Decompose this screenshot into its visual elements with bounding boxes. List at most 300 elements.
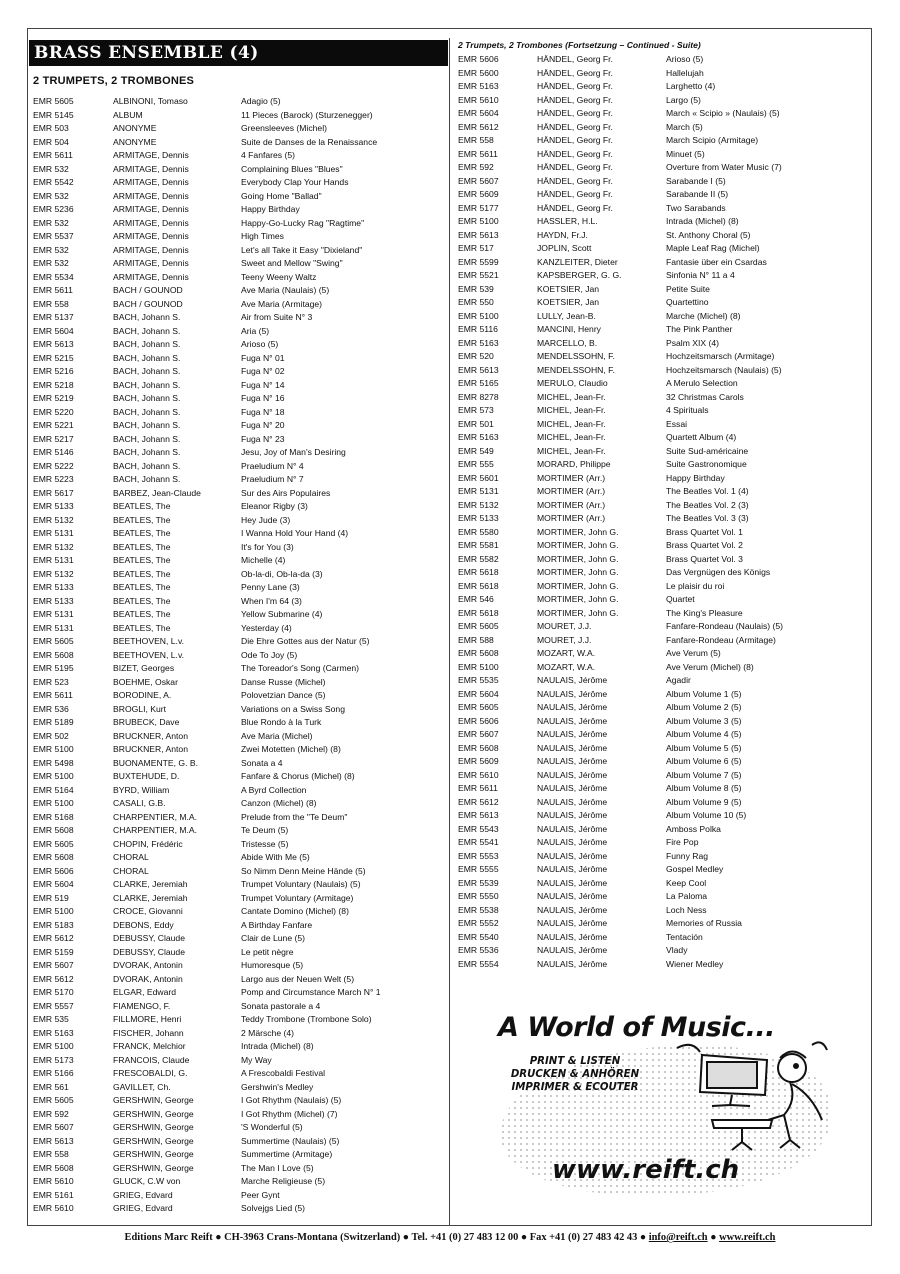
work-title: Brass Quartet Vol. 3 (666, 553, 743, 564)
catalog-number: EMR 592 (458, 162, 494, 172)
catalog-number: EMR 5133 (33, 595, 74, 606)
catalog-entry (458, 850, 868, 864)
catalog-number: EMR 5220 (33, 406, 74, 417)
catalog-number: EMR 5600 (458, 67, 499, 78)
work-title: It's for You (3) (241, 541, 294, 552)
composer-name: MORTIMER, John G. (537, 526, 619, 537)
work-title: Let's all Take it Easy "Dixieland" (241, 244, 363, 255)
composer-name: HÄNDEL, Georg Fr. (537, 81, 613, 91)
composer-name: BACH, Johann S. (113, 339, 181, 349)
catalog-entry (458, 620, 868, 634)
catalog-number: EMR 5163 (33, 1027, 74, 1038)
catalog-number: EMR 5145 (33, 109, 74, 120)
work-title: March « Scipio » (Naulais) (5) (666, 108, 780, 118)
work-title: Sweet and Mellow "Swing" (241, 258, 343, 268)
composer-name: BACH, Johann S. (113, 420, 181, 430)
catalog-number: EMR 5219 (33, 393, 74, 403)
catalog-entry (458, 607, 868, 621)
catalog-number: EMR 5605 (458, 621, 499, 631)
work-title: Hochzeitsmarsch (Armitage) (666, 351, 775, 361)
catalog-number: EMR 5133 (33, 582, 74, 592)
work-title: Summertime (Naulais) (5) (241, 1135, 340, 1146)
catalog-number: EMR 5613 (458, 810, 499, 820)
work-title: Yellow Submarine (4) (241, 609, 323, 619)
catalog-number: EMR 5609 (458, 756, 499, 766)
catalog-number: EMR 5132 (33, 514, 74, 525)
composer-name: BACH, Johann S. (113, 312, 181, 322)
catalog-number: EMR 539 (458, 283, 494, 294)
work-title: So Nimm Denn Meine Hände (5) (241, 865, 366, 876)
catalog-number: EMR 5217 (33, 433, 74, 444)
catalog-number: EMR 5100 (33, 771, 74, 781)
composer-name: MOURET, J.J. (537, 634, 592, 645)
work-title: Prelude from the "Te Deum" (241, 811, 348, 822)
composer-name: BARBEZ, Jean-Claude (113, 487, 201, 498)
catalog-number: EMR 523 (33, 676, 69, 687)
catalog-entry (33, 244, 445, 258)
work-title: Brass Quartet Vol. 2 (666, 540, 743, 550)
advertisement[interactable] (492, 1010, 842, 1195)
composer-name: FRANCOIS, Claude (113, 1054, 190, 1065)
work-title: Complaining Blues "Blues" (241, 163, 343, 174)
composer-name: MICHEL, Jean-Fr. (537, 445, 606, 456)
work-title: The Man I Love (5) (241, 1162, 314, 1173)
footer-address: Editions Marc Reift ● CH-3963 Crans-Montana (Switzerland) ● Tel. +41 (0) 27 483 12 00 ● Fax +41 (0) 27 483 42 43 ● (124, 1232, 649, 1243)
catalog-entry (33, 1202, 445, 1216)
catalog-number: EMR 5608 (33, 825, 74, 835)
work-title: Minuet (5) (666, 148, 705, 159)
work-title: Agadir (666, 675, 691, 685)
catalog-entry (33, 149, 445, 163)
catalog-number: EMR 5161 (33, 1189, 74, 1200)
composer-name: HÄNDEL, Georg Fr. (537, 175, 613, 186)
composer-name: HÄNDEL, Georg Fr. (537, 108, 613, 118)
catalog-entry (458, 715, 868, 729)
catalog-number: EMR 503 (33, 123, 69, 133)
work-title: The Toreador's Song (Carmen) (241, 663, 360, 673)
work-title: A Merulo Selection (666, 378, 738, 388)
work-title: 32 Christmas Carols (666, 391, 744, 402)
catalog-entry (33, 730, 445, 744)
work-title: Arioso (5) (666, 54, 704, 64)
catalog-number: EMR 5605 (33, 1095, 74, 1105)
work-title: Fire Pop (666, 837, 699, 847)
composer-name: BEATLES, The (113, 595, 171, 606)
catalog-number: EMR 5173 (33, 1054, 74, 1065)
catalog-number: EMR 5131 (33, 609, 74, 619)
composer-name: MICHEL, Jean-Fr. (537, 391, 606, 402)
catalog-number: EMR 558 (458, 135, 494, 145)
composer-name: NAULAIS, Jérôme (537, 756, 608, 766)
ad-taglines (500, 1055, 650, 1094)
catalog-number: EMR 5608 (33, 852, 74, 862)
catalog-entry (458, 296, 868, 310)
composer-name: DEBONS, Eddy (113, 919, 174, 930)
composer-name: BACH, Johann S. (113, 406, 181, 417)
catalog-entry (33, 190, 445, 204)
catalog-entry (458, 958, 868, 972)
composer-name: CHARPENTIER, M.A. (113, 825, 198, 835)
work-title: Memories of Russia (666, 918, 742, 928)
composer-name: NAULAIS, Jérôme (537, 742, 608, 753)
work-title: A Byrd Collection (241, 784, 307, 795)
work-title: Humoresque (5) (241, 960, 304, 970)
composer-name: FIAMENGO, F. (113, 1000, 171, 1011)
composer-name: MICHEL, Jean-Fr. (537, 432, 606, 442)
composer-name: CHORAL (113, 865, 149, 876)
composer-name: MOZART, W.A. (537, 648, 596, 658)
composer-name: ARMITAGE, Dennis (113, 231, 189, 241)
composer-name: FISCHER, Johann (113, 1027, 184, 1038)
catalog-entry (33, 932, 445, 946)
catalog-number: EMR 5611 (33, 285, 73, 295)
composer-name: DVORAK, Antonin (113, 960, 183, 970)
composer-name: BOEHME, Oskar (113, 676, 178, 687)
composer-name: GERSHWIN, George (113, 1095, 194, 1105)
composer-name: NAULAIS, Jérôme (537, 688, 608, 699)
work-title: Fuga N° 23 (241, 433, 285, 444)
catalog-entry (33, 122, 445, 136)
catalog-entry (458, 391, 868, 405)
catalog-entry (33, 500, 445, 514)
catalog-entry (33, 797, 445, 811)
catalog-number: EMR 5534 (33, 271, 74, 282)
catalog-entry (458, 499, 868, 513)
composer-name: BACH, Johann S. (113, 433, 181, 444)
composer-name: CHARPENTIER, M.A. (113, 811, 198, 822)
composer-name: GRIEG, Edvard (113, 1189, 173, 1200)
composer-name: NAULAIS, Jérôme (537, 729, 608, 739)
catalog-number: EMR 5553 (458, 850, 499, 861)
catalog-entry (33, 986, 445, 1000)
catalog-entry (33, 1148, 445, 1162)
catalog-entry (458, 553, 868, 567)
composer-name: BEATLES, The (113, 582, 171, 592)
work-title: Le plaisir du roi (666, 580, 725, 591)
catalog-entry (33, 662, 445, 676)
catalog-entry (33, 460, 445, 474)
ad-tagline-en: PRINT & LISTEN (529, 1056, 621, 1067)
composer-name: BACH, Johann S. (113, 379, 181, 390)
composer-name: MERULO, Claudio (537, 378, 608, 388)
work-title: Trumpet Voluntary (Armitage) (241, 892, 354, 903)
catalog-number: EMR 5539 (458, 877, 499, 888)
catalog-entry (33, 1135, 445, 1149)
catalog-entry (33, 689, 445, 703)
catalog-entry (458, 661, 868, 675)
catalog-number: EMR 520 (458, 351, 494, 361)
work-title: Album Volume 1 (5) (666, 688, 742, 699)
catalog-number: EMR 5618 (458, 567, 499, 577)
catalog-number: EMR 5610 (458, 94, 499, 105)
catalog-number: EMR 5612 (33, 973, 74, 984)
composer-name: ARMITAGE, Dennis (113, 204, 189, 214)
catalog-entry (33, 581, 445, 595)
catalog-entry (33, 1027, 445, 1041)
composer-name: NAULAIS, Jérôme (537, 931, 608, 942)
composer-name: NAULAIS, Jérôme (537, 958, 608, 969)
work-title: Hey Jude (3) (241, 514, 291, 525)
catalog-number: EMR 5613 (33, 1135, 74, 1146)
catalog-entry (33, 95, 445, 109)
composer-name: NAULAIS, Jérôme (537, 769, 608, 780)
catalog-entry (458, 742, 868, 756)
composer-name: MANCINI, Henry (537, 324, 601, 334)
catalog-entry (33, 203, 445, 217)
work-title: Two Sarabands (666, 202, 726, 213)
catalog-entry (33, 878, 445, 892)
catalog-number: EMR 5131 (458, 486, 499, 496)
catalog-number: EMR 5604 (33, 325, 74, 336)
catalog-entry (458, 701, 868, 715)
ad-website[interactable]: www.reift.ch (552, 1155, 740, 1185)
catalog-entry (458, 67, 868, 81)
catalog-entry (33, 757, 445, 771)
catalog-number: EMR 5131 (33, 555, 74, 565)
catalog-entry (458, 445, 868, 459)
work-title: Everybody Clap Your Hands (241, 177, 349, 187)
ad-tagline-fr: IMPRIMER & ECOUTER (511, 1082, 639, 1093)
instrumentation-title: 2 TRUMPETS, 2 TROMBONES (33, 75, 195, 87)
footer-web-link[interactable]: www.reift.ch (719, 1232, 776, 1243)
work-title: Sarabande II (5) (666, 189, 729, 199)
catalog-entry (458, 121, 868, 135)
catalog-entry (458, 364, 868, 378)
work-title: Summertime (Armitage) (241, 1149, 333, 1159)
catalog-number: EMR 5580 (458, 526, 499, 537)
work-title: Petite Suite (666, 283, 710, 294)
catalog-entry (33, 1013, 445, 1027)
catalog-entry (458, 904, 868, 918)
composer-name: MORTIMER, John G. (537, 580, 619, 591)
catalog-number: EMR 5163 (458, 432, 499, 442)
work-title: The Beatles Vol. 3 (3) (666, 513, 749, 523)
work-title: Album Volume 8 (5) (666, 783, 742, 793)
catalog-entry (458, 53, 868, 67)
catalog-entry (458, 148, 868, 162)
catalog-number: EMR 519 (33, 892, 69, 903)
catalog-number: EMR 5540 (458, 931, 499, 942)
catalog-number: EMR 5521 (458, 270, 499, 280)
work-title: Danse Russe (Michel) (241, 676, 326, 687)
catalog-number: EMR 5216 (33, 366, 74, 376)
catalog-entry (33, 1054, 445, 1068)
work-title: Air from Suite N° 3 (241, 312, 313, 322)
catalog-number: EMR 5557 (33, 1000, 74, 1011)
composer-name: MORTIMER, John G. (537, 607, 619, 618)
work-title: Ode To Joy (5) (241, 649, 298, 660)
catalog-entry (458, 80, 868, 94)
catalog-entry (33, 298, 445, 312)
catalog-number: EMR 5131 (33, 528, 74, 538)
composer-name: MENDELSSOHN, F. (537, 351, 615, 361)
work-title: Fantasie über ein Csardas (666, 256, 767, 267)
work-title: Zwei Motetten (Michel) (8) (241, 744, 341, 754)
catalog-number: EMR 5618 (458, 607, 499, 618)
composer-name: NAULAIS, Jérôme (537, 891, 608, 901)
catalog-number: EMR 5606 (33, 865, 74, 876)
composer-name: NAULAIS, Jérôme (537, 823, 608, 834)
catalog-number: EMR 558 (33, 1149, 69, 1159)
composer-name: BACH, Johann S. (113, 474, 181, 484)
work-title: A Frescobaldi Festival (241, 1068, 326, 1078)
catalog-number: EMR 5610 (458, 769, 499, 780)
work-title: Yesterday (4) (241, 622, 292, 633)
composer-name: BACH / GOUNOD (113, 285, 183, 295)
catalog-entry (33, 1094, 445, 1108)
catalog-number: EMR 517 (458, 243, 494, 253)
work-title: Teeny Weeny Waltz (241, 271, 317, 282)
catalog-entry (33, 487, 445, 501)
composer-name: BEATLES, The (113, 501, 171, 511)
catalog-number: EMR 5164 (33, 784, 74, 795)
catalog-number: EMR 5222 (33, 460, 74, 471)
composer-name: ANONYME (113, 123, 157, 133)
work-title: Quartet (666, 594, 695, 604)
work-title: Ave Verum (Michel) (8) (666, 661, 754, 672)
catalog-number: EMR 5550 (458, 891, 499, 901)
catalog-entry (33, 1108, 445, 1122)
composer-name: MOURET, J.J. (537, 621, 592, 631)
work-title: Psalm XIX (4) (666, 337, 720, 348)
catalog-number: EMR 532 (33, 190, 69, 201)
catalog-number: EMR 5538 (458, 904, 499, 915)
work-title: Ave Maria (Armitage) (241, 298, 323, 309)
catalog-entry (458, 688, 868, 702)
catalog-entry (458, 634, 868, 648)
work-title: Fuga N° 01 (241, 352, 285, 363)
composer-name: CHOPIN, Frédéric (113, 838, 183, 849)
work-title: I Wanna Hold Your Hand (4) (241, 528, 349, 538)
catalog-number: EMR 5604 (458, 688, 499, 699)
catalog-entry (458, 566, 868, 580)
composer-name: GERSHWIN, George (113, 1122, 194, 1132)
composer-name: NAULAIS, Jérôme (537, 850, 608, 861)
work-title: Quartett Album (4) (666, 432, 737, 442)
composer-name: ALBUM (113, 109, 143, 120)
catalog-number: EMR 5611 (458, 148, 498, 159)
composer-name: BEATLES, The (113, 555, 171, 565)
composer-name: GLUCK, C.W von (113, 1176, 181, 1186)
composer-name: BEATLES, The (113, 541, 171, 552)
catalog-entry (33, 554, 445, 568)
composer-name: BIZET, Georges (113, 663, 175, 673)
catalog-entry (458, 310, 868, 324)
catalog-entry (458, 917, 868, 931)
catalog-entry (33, 919, 445, 933)
catalog-number: EMR 5605 (458, 702, 499, 712)
work-title: Fuga N° 02 (241, 366, 285, 376)
catalog-entry (33, 635, 445, 649)
composer-name: NAULAIS, Jérôme (537, 702, 608, 712)
composer-name: HÄNDEL, Georg Fr. (537, 202, 613, 213)
catalog-number: EMR 5610 (33, 1203, 74, 1213)
catalog-number: EMR 501 (458, 418, 494, 429)
work-title: Essai (666, 418, 688, 429)
continued-heading: 2 Trumpets, 2 Trombones (Fortsetzung – Continued - Suite) (458, 40, 701, 50)
work-title: Le petit nègre (241, 946, 294, 957)
composer-name: MORARD, Philippe (537, 459, 611, 469)
work-title: I Got Rhythm (Michel) (7) (241, 1108, 338, 1119)
work-title: Album Volume 10 (5) (666, 810, 747, 820)
catalog-entry (33, 770, 445, 784)
catalog-number: EMR 5613 (458, 364, 499, 375)
catalog-number: EMR 546 (458, 594, 494, 604)
work-title: Tentación (666, 931, 703, 942)
composer-name: KOETSIER, Jan (537, 297, 600, 307)
work-title: Happy-Go-Lucky Rag "Ragtime" (241, 217, 365, 228)
composer-name: BACH, Johann S. (113, 366, 181, 376)
composer-name: ARMITAGE, Dennis (113, 150, 189, 160)
composer-name: KAPSBERGER, G. G. (537, 270, 622, 280)
catalog-number: EMR 5618 (458, 580, 499, 591)
catalog-entry (33, 892, 445, 906)
composer-name: ARMITAGE, Dennis (113, 244, 189, 255)
catalog-number: EMR 5612 (458, 121, 499, 132)
work-title: Gershwin's Medley (241, 1081, 314, 1092)
catalog-entry (458, 458, 868, 472)
catalog-entry (458, 431, 868, 445)
composer-name: NAULAIS, Jérôme (537, 945, 608, 955)
composer-name: GAVILLET, Ch. (113, 1081, 171, 1092)
work-title: Solvejgs Lied (5) (241, 1203, 306, 1213)
catalog-entry (458, 836, 868, 850)
composer-name: MORTIMER, John G. (537, 594, 619, 604)
catalog-entry (458, 823, 868, 837)
work-title: Canzon (Michel) (8) (241, 798, 317, 808)
catalog-entry (33, 514, 445, 528)
footer-email-link[interactable]: info@reift.ch (648, 1232, 708, 1243)
column-divider (449, 38, 450, 1226)
catalog-number: EMR 5608 (458, 742, 499, 753)
catalog-number: EMR 5165 (458, 378, 499, 388)
work-title: Album Volume 5 (5) (666, 742, 742, 753)
catalog-entry (458, 242, 868, 256)
composer-name: NAULAIS, Jérôme (537, 877, 608, 888)
work-title: March Scipio (Armitage) (666, 135, 759, 145)
composer-name: BEATLES, The (113, 568, 171, 579)
work-title: Polovetzian Dance (5) (241, 690, 326, 700)
composer-name: NAULAIS, Jérôme (537, 918, 608, 928)
catalog-number: EMR 5612 (458, 796, 499, 807)
composer-name: CROCE, Giovanni (113, 906, 183, 916)
composer-name: BORODINE, A. (113, 690, 172, 700)
composer-name: BACH / GOUNOD (113, 298, 183, 309)
catalog-number: EMR 5100 (33, 906, 74, 916)
catalog-number: EMR 5223 (33, 474, 74, 484)
catalog-number: EMR 5608 (33, 649, 74, 660)
work-title: Larghetto (4) (666, 81, 716, 91)
work-title: Fuga N° 18 (241, 406, 285, 417)
catalog-number: EMR 5168 (33, 811, 74, 822)
catalog-number: EMR 5554 (458, 958, 499, 969)
catalog-entry (33, 271, 445, 285)
catalog-entry (458, 377, 868, 391)
catalog-number: EMR 5132 (458, 499, 499, 510)
work-title: Fanfare-Rondeau (Armitage) (666, 634, 776, 645)
section-header-bar (29, 40, 448, 66)
work-title: Fanfare & Chorus (Michel) (8) (241, 771, 355, 781)
catalog-entry (33, 338, 445, 352)
catalog-number: EMR 532 (33, 244, 69, 255)
page-title: BRASS ENSEMBLE (4) (34, 43, 259, 63)
catalog-number: EMR 5100 (33, 798, 74, 808)
composer-name: DVORAK, Antonin (113, 973, 183, 984)
catalog-number: EMR 5611 (33, 150, 73, 160)
catalog-number: EMR 5133 (458, 513, 499, 523)
catalog-entry (33, 851, 445, 865)
work-title: Keep Cool (666, 877, 707, 888)
